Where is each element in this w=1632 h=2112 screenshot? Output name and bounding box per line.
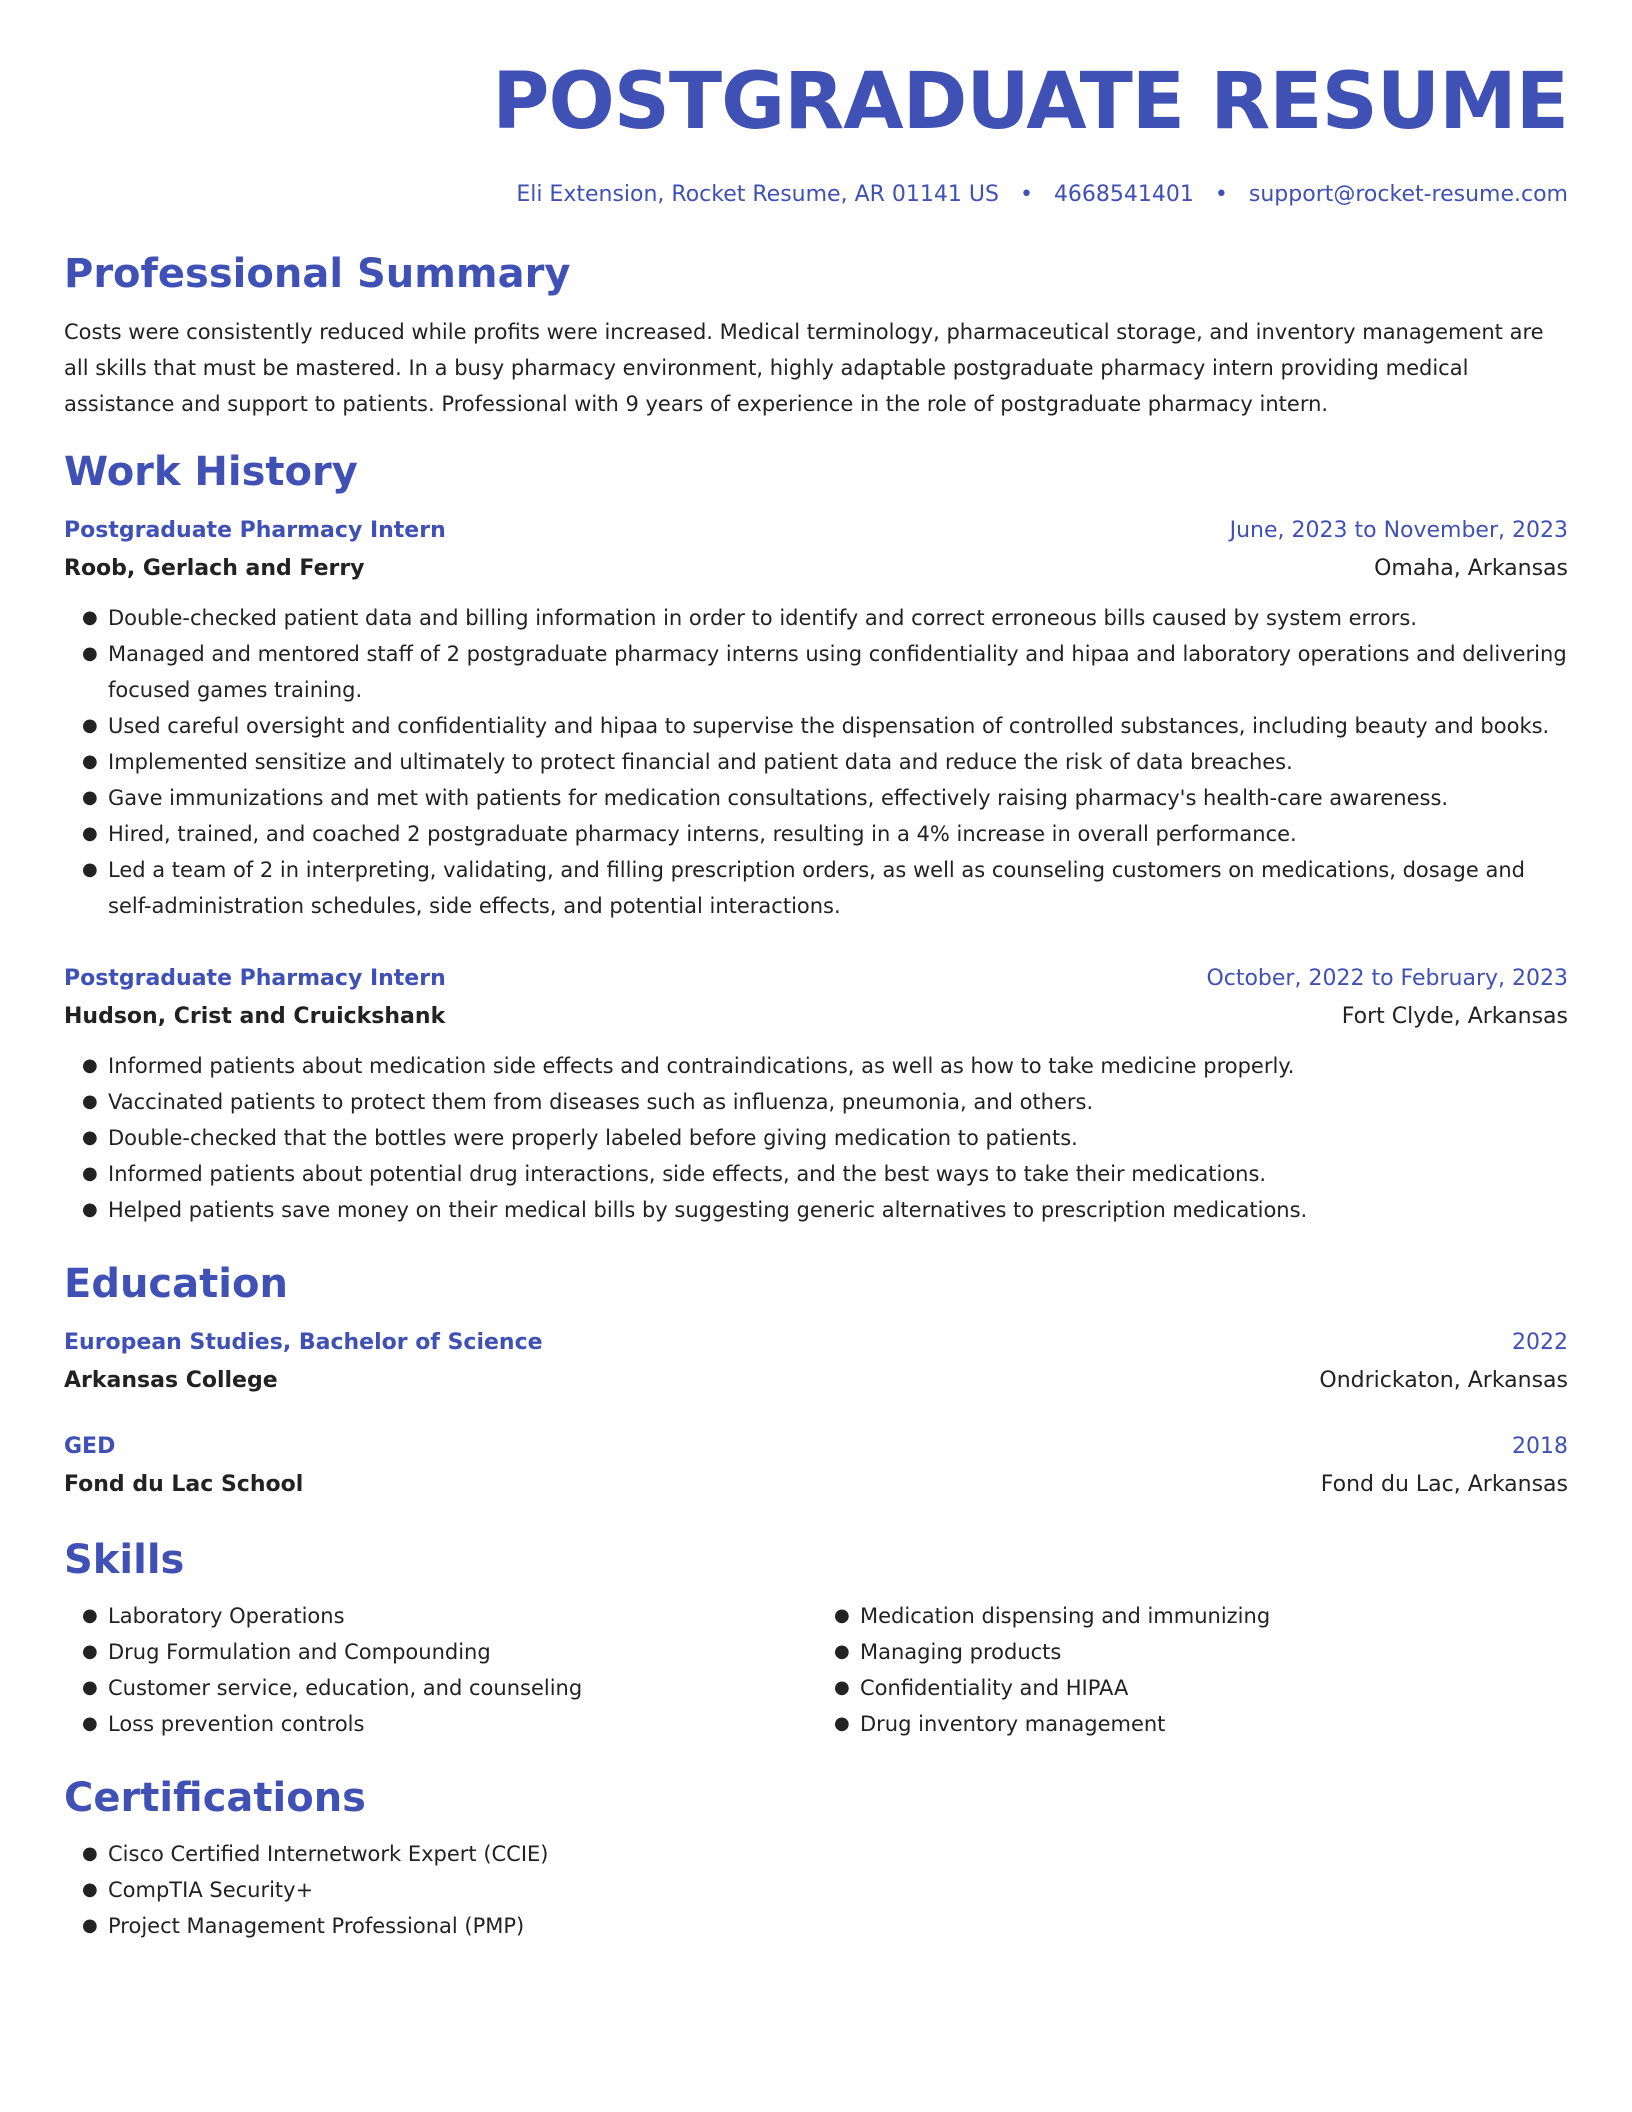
skill-text: Confidentiality and HIPAA bbox=[860, 1676, 1129, 1700]
list-item-text: Hired, trained, and coached 2 postgraduate pharmacy interns, resulting in a 4% increase in overall performance. bbox=[108, 822, 1297, 846]
list-item bbox=[82, 852, 1568, 924]
list-item bbox=[834, 1598, 1568, 1634]
list-item bbox=[82, 1836, 1568, 1872]
job-location: Omaha, Arkansas bbox=[1374, 556, 1568, 581]
list-item-text: Double-checked that the bottles were properly labeled before giving medication to patients. bbox=[108, 1126, 1078, 1150]
list-item bbox=[82, 708, 1568, 744]
skill-text: Customer service, education, and counseling bbox=[108, 1676, 583, 1700]
bullet-icon: ● bbox=[82, 715, 98, 736]
list-item bbox=[82, 1156, 1568, 1192]
education-location: Ondrickaton, Arkansas bbox=[1319, 1368, 1568, 1393]
skill-text: Drug Formulation and Compounding bbox=[108, 1640, 491, 1664]
skills-list bbox=[64, 1598, 816, 1742]
list-item bbox=[834, 1670, 1568, 1706]
certification-text: Cisco Certified Internetwork Expert (CCIE) bbox=[108, 1842, 549, 1866]
education-year: 2022 bbox=[1512, 1330, 1568, 1355]
skills-column-right bbox=[816, 1598, 1568, 1742]
bullet-icon: ● bbox=[82, 643, 98, 664]
bullet-icon: ● bbox=[82, 1677, 98, 1698]
certifications-section bbox=[64, 1772, 1568, 1944]
list-item bbox=[82, 1670, 816, 1706]
education-degree: European Studies, Bachelor of Science bbox=[64, 1330, 543, 1355]
certifications-heading: Certifications bbox=[64, 1775, 366, 1821]
skill-text: Managing products bbox=[860, 1640, 1062, 1664]
job-company: Roob, Gerlach and Ferry bbox=[64, 556, 365, 581]
bullet-icon: ● bbox=[834, 1605, 850, 1626]
bullet-icon: ● bbox=[82, 823, 98, 844]
skill-text: Laboratory Operations bbox=[108, 1604, 345, 1628]
bullet-icon: ● bbox=[82, 1163, 98, 1184]
list-item-text: Led a team of 2 in interpreting, validating, and filling prescription orders, as well as counseling customers on medications, dosage and self-administration schedules, side effects, and potential interactions. bbox=[108, 858, 1525, 918]
education-school: Arkansas College bbox=[64, 1368, 278, 1393]
education-degree: GED bbox=[64, 1434, 116, 1459]
contact-line bbox=[64, 178, 1568, 212]
bullet-icon: ● bbox=[82, 859, 98, 880]
list-item bbox=[82, 780, 1568, 816]
job-bullet-list bbox=[64, 1048, 1568, 1228]
bullet-icon: ● bbox=[82, 1713, 98, 1734]
bullet-icon: ● bbox=[82, 1915, 98, 1936]
bullet-icon: ● bbox=[82, 1091, 98, 1112]
bullet-icon: ● bbox=[82, 1605, 98, 1626]
list-item bbox=[82, 636, 1568, 708]
work-history-section bbox=[64, 446, 1568, 1228]
list-item bbox=[82, 744, 1568, 780]
job-role: Postgraduate Pharmacy Intern bbox=[64, 518, 446, 543]
list-item-text: Helped patients save money on their medical bills by suggesting generic alternatives to prescription medications. bbox=[108, 1198, 1308, 1222]
list-item-text: Informed patients about potential drug interactions, side effects, and the best ways to take their medications. bbox=[108, 1162, 1267, 1186]
list-item bbox=[82, 816, 1568, 852]
bullet-icon: ● bbox=[834, 1641, 850, 1662]
list-item-text: Implemented sensitize and ultimately to protect financial and patient data and reduce the risk of data breaches. bbox=[108, 750, 1293, 774]
contact-email: support@rocket-resume.com bbox=[1248, 182, 1568, 207]
education-heading: Education bbox=[64, 1261, 288, 1307]
bullet-icon: ● bbox=[834, 1713, 850, 1734]
summary-section bbox=[64, 248, 1568, 422]
skills-grid bbox=[64, 1598, 1568, 1742]
work-history-heading: Work History bbox=[64, 449, 358, 495]
bullet-icon: ● bbox=[82, 1879, 98, 1900]
bullet-icon: ● bbox=[82, 607, 98, 628]
skills-column-left bbox=[64, 1598, 816, 1742]
skills-list bbox=[816, 1598, 1568, 1742]
list-item bbox=[82, 1120, 1568, 1156]
contact-separator: • bbox=[1019, 182, 1033, 207]
list-item bbox=[82, 1706, 816, 1742]
education-location: Fond du Lac, Arkansas bbox=[1320, 1472, 1568, 1497]
list-item bbox=[82, 600, 1568, 636]
job-role: Postgraduate Pharmacy Intern bbox=[64, 966, 446, 991]
summary-heading: Professional Summary bbox=[64, 251, 571, 297]
education-year: 2018 bbox=[1512, 1434, 1568, 1459]
certification-text: CompTIA Security+ bbox=[108, 1878, 314, 1902]
education-entry bbox=[64, 1428, 1568, 1504]
bullet-icon: ● bbox=[82, 751, 98, 772]
skill-text: Drug inventory management bbox=[860, 1712, 1166, 1736]
list-item bbox=[82, 1634, 816, 1670]
list-item bbox=[82, 1908, 1568, 1944]
job-dates: June, 2023 to November, 2023 bbox=[1229, 518, 1568, 543]
bullet-icon: ● bbox=[82, 1055, 98, 1076]
resume-title: POSTGRADUATE RESUME bbox=[492, 57, 1568, 147]
list-item bbox=[82, 1084, 1568, 1120]
job-entry bbox=[64, 512, 1568, 924]
list-item-text: Informed patients about medication side effects and contraindications, as well as how to take medicine properly. bbox=[108, 1054, 1295, 1078]
list-item-text: Vaccinated patients to protect them from diseases such as influenza, pneumonia, and others. bbox=[108, 1090, 1094, 1114]
certifications-list bbox=[64, 1836, 1568, 1944]
list-item-text: Used careful oversight and confidentiality and hipaa to supervise the dispensation of controlled substances, including beauty and books. bbox=[108, 714, 1550, 738]
bullet-icon: ● bbox=[82, 1199, 98, 1220]
contact-phone: 4668541401 bbox=[1053, 182, 1194, 207]
certification-text: Project Management Professional (PMP) bbox=[108, 1914, 525, 1938]
list-item bbox=[834, 1706, 1568, 1742]
contact-address: Eli Extension, Rocket Resume, AR 01141 US bbox=[516, 182, 999, 207]
skills-section bbox=[64, 1534, 1568, 1742]
bullet-icon: ● bbox=[82, 787, 98, 808]
education-section bbox=[64, 1258, 1568, 1504]
summary-text: Costs were consistently reduced while profits were increased. Medical terminology, pharmaceutical storage, and inventory management are all skills that must be mastered. In a busy pharmacy environment, highly adaptable postgraduate pharmacy intern providing medical assistance and support to patients. Professional with 9 years of experience in the role of postgraduate pharmacy intern. bbox=[64, 320, 1544, 416]
job-company: Hudson, Crist and Cruickshank bbox=[64, 1004, 446, 1029]
bullet-icon: ● bbox=[834, 1677, 850, 1698]
list-item-text: Managed and mentored staff of 2 postgraduate pharmacy interns using confidentiality and hipaa and laboratory operations and delivering focused games training. bbox=[108, 642, 1567, 702]
job-location: Fort Clyde, Arkansas bbox=[1341, 1004, 1568, 1029]
job-entry bbox=[64, 960, 1568, 1228]
list-item-text: Gave immunizations and met with patients for medication consultations, effectively raising pharmacy's health-care awareness. bbox=[108, 786, 1449, 810]
list-item-text: Double-checked patient data and billing information in order to identify and correct erroneous bills caused by system errors. bbox=[108, 606, 1418, 630]
job-dates: October, 2022 to February, 2023 bbox=[1206, 966, 1568, 991]
list-item bbox=[82, 1598, 816, 1634]
bullet-icon: ● bbox=[82, 1127, 98, 1148]
job-bullet-list bbox=[64, 600, 1568, 924]
education-school: Fond du Lac School bbox=[64, 1472, 304, 1497]
education-entry bbox=[64, 1324, 1568, 1400]
list-item bbox=[834, 1634, 1568, 1670]
contact-separator: • bbox=[1214, 182, 1228, 207]
skill-text: Loss prevention controls bbox=[108, 1712, 365, 1736]
skills-heading: Skills bbox=[64, 1537, 185, 1583]
list-item bbox=[82, 1048, 1568, 1084]
bullet-icon: ● bbox=[82, 1641, 98, 1662]
list-item bbox=[82, 1872, 1568, 1908]
list-item bbox=[82, 1192, 1568, 1228]
bullet-icon: ● bbox=[82, 1843, 98, 1864]
skill-text: Medication dispensing and immunizing bbox=[860, 1604, 1271, 1628]
